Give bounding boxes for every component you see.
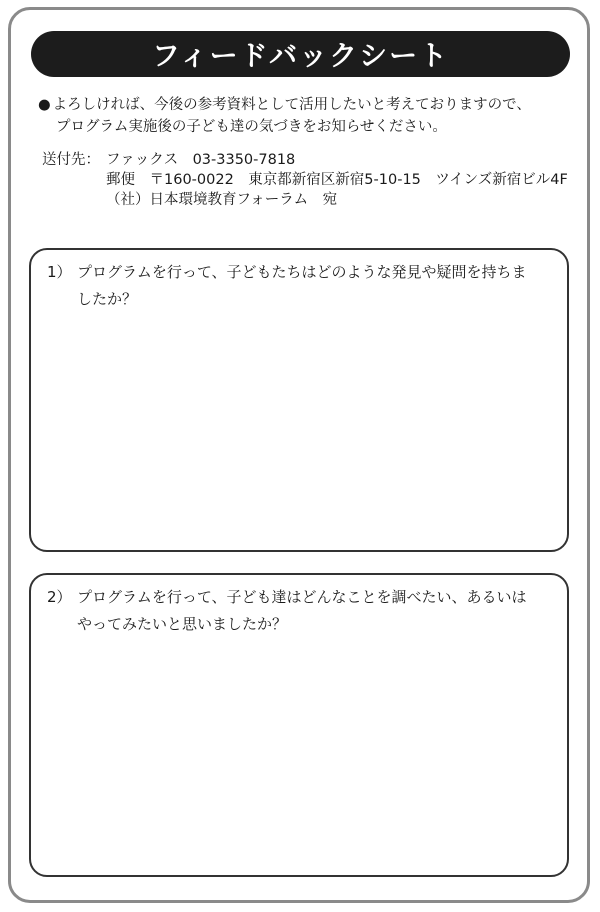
page-title-text: フィードバックシート [151,39,450,72]
intro-line-1-text: よろしければ、今後の参考資料として活用したいと考えておりますので、 [52,97,531,113]
question-1-number: 1） [47,263,72,281]
intro-line-2: プログラム実施後の子ども達の気づきをお知らせください。 [56,119,447,135]
question-2-number: 2） [47,588,72,606]
addressee: （社）日本環境教育フォーラム 宛 [106,192,338,208]
mail-address: 郵便 〒160-0022 東京都新宿区新宿5-10-15 ツインズ新宿ビル4F [106,172,568,188]
question-1 [47,259,552,313]
question-2-answer-box[interactable] [29,573,569,877]
intro-text [38,94,578,138]
question-2-line-1 [47,584,552,611]
question-1-text: プログラムを行って、子どもたちはどのような発見や疑問を持ちま [77,263,527,281]
question-2-text: プログラムを行って、子ども達はどんなことを調べたい、あるいは [77,588,527,606]
send-to-fax-row [42,150,568,170]
bullet-icon: ● [38,97,51,113]
question-1-answer-box[interactable] [29,248,569,552]
question-1-line-1 [47,259,552,286]
send-to-block [42,150,568,210]
send-to-addressee-row [42,190,568,210]
question-2 [47,584,552,638]
question-1-line-2: したか？ [77,290,138,308]
send-to-mail-row [42,170,568,190]
fax-number: ファックス 03-3350-7818 [106,152,296,168]
intro-line-1 [38,94,578,116]
page-title [31,31,570,77]
question-2-line-2: やってみたいと思いましたか？ [77,615,288,633]
send-to-label: 送付先： [42,152,100,168]
